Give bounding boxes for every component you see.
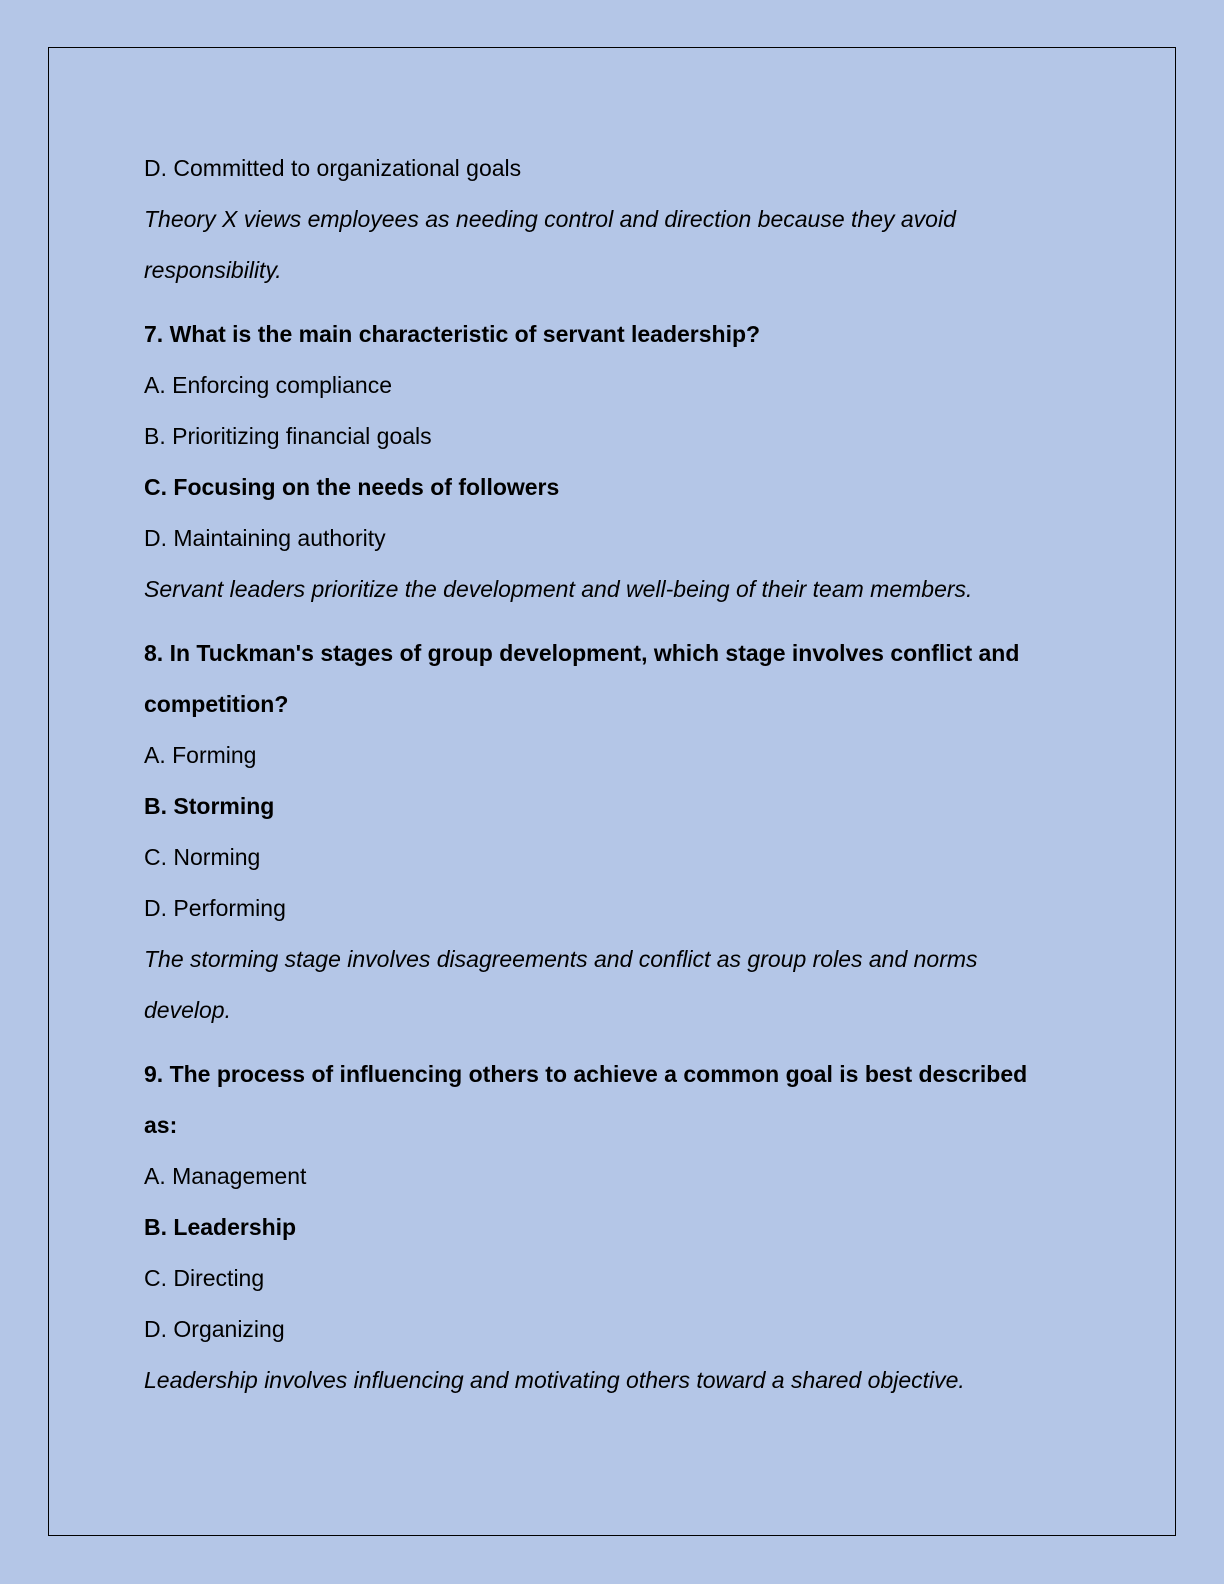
q7-option-a: A. Enforcing compliance [144, 372, 393, 398]
q7-option-d: D. Maintaining authority [144, 525, 386, 551]
q9-option-b-correct: B. Leadership [144, 1214, 297, 1240]
q9-option-d: D. Organizing [144, 1316, 285, 1342]
q8-option-a: A. Forming [144, 742, 257, 768]
q8-option-d: D. Performing [144, 895, 286, 921]
document-content [144, 143, 1084, 1406]
q7-question: 7. What is the main characteristic of servant leadership? [144, 321, 761, 347]
q7-option-b: B. Prioritizing financial goals [144, 423, 432, 449]
q7-option-c-correct: C. Focusing on the needs of followers [144, 474, 560, 500]
q6-explanation-line1: Theory X views employees as needing control and direction because they avoid [144, 206, 956, 232]
q8-option-b-correct: B. Storming [144, 793, 275, 819]
q8-question-line2: competition? [144, 691, 289, 717]
q6-option-d: D. Committed to organizational goals [144, 155, 522, 181]
q7-explanation: Servant leaders prioritize the development and well-being of their team members. [144, 576, 973, 602]
q9-option-a: A. Management [144, 1163, 307, 1189]
q9-explanation: Leadership involves influencing and motivating others toward a shared objective. [144, 1367, 965, 1393]
q8-option-c: C. Norming [144, 844, 261, 870]
q8-explanation-line2: develop. [144, 997, 231, 1023]
q9-question-line2: as: [144, 1112, 178, 1138]
q9-question-line1: 9. The process of influencing others to achieve a common goal is best described [144, 1061, 1028, 1087]
q8-explanation-line1: The storming stage involves disagreements and conflict as group roles and norms [144, 946, 978, 972]
q8-question-line1: 8. In Tuckman's stages of group development, which stage involves conflict and [144, 640, 1020, 666]
q9-option-c: C. Directing [144, 1265, 265, 1291]
q6-explanation-line2: responsibility. [144, 257, 282, 283]
